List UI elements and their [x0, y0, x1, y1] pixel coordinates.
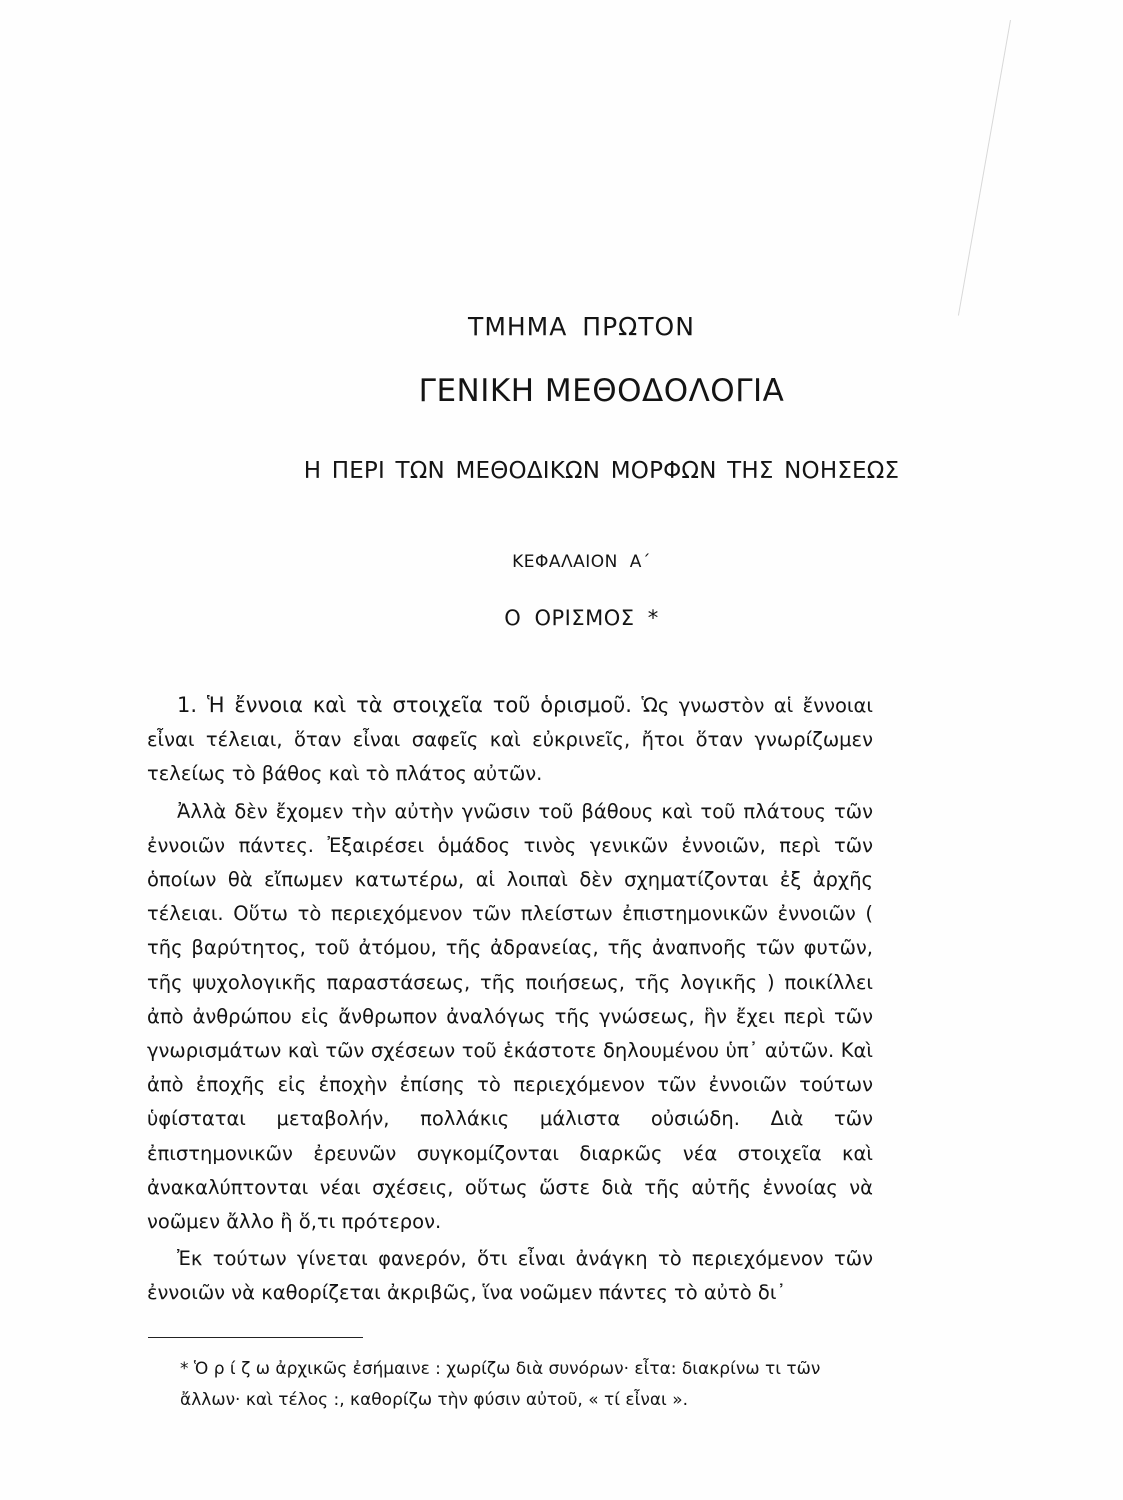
paragraph-2: Ἀλλὰ δὲν ἔχομεν τὴν αὐτὴν γνῶσιν τοῦ βάθους καὶ τοῦ πλάτους τῶν ἐννοιῶν πάντες. Ἐξαιρέσει ὁμάδος τινὸς γενικῶν ἐννοιῶν, περὶ τῶν ὁποίων θὰ εἴπωμεν κατωτέρω, αἱ λοιπαὶ δὲν σχηματίζονται ἐξ ἀρχῆς τέλειαι. Οὕτω τὸ περιεχόμενον τῶν πλείστων ἐπιστημονικῶν ἐννοιῶν ( τῆς βαρύτητος, τοῦ ἀτόμου, τῆς ἀδρανείας, τῆς ἀναπνοῆς τῶν φυτῶν, τῆς ψυχολογικῆς παραστάσεως, τῆς ποιήσεως, τῆς λογικῆς ) ποικίλλει ἀπὸ ἀνθρώπου εἰς ἄνθρωπον ἀναλόγως τῆς γνώσεως, ἣν ἔχει περὶ τῶν γνωρισμάτων καὶ τῶν σχέσεων τοῦ ἑκάστοτε δηλουμένου ὑπ᾽ αὐτῶν. Καὶ ἀπὸ ἐποχῆς εἰς ἐποχὴν ἐπίσης τὸ περιεχόμενον τῶν ἐννοιῶν τούτων ὑφίσταται μεταβολήν, πολλάκις μάλιστα οὐσιώδη. Διὰ τῶν ἐπιστημονικῶν ἐρευνῶν συγκομίζονται διαρκῶς νέα στοιχεῖα καὶ ἀνακαλύπτονται νέαι σχέσεις, οὕτως ὥστε διὰ τῆς αὐτῆς ἐννοίας νὰ νοῶμεν ἄλλο ἢ ὅ,τι πρότερον. — [147, 799, 873, 1234]
footnote-line-2: ἄλλων· καὶ τέλος :, καθορίζω τὴν φύσιν αὐτοῦ, « τί εἶναι ». — [180, 1390, 689, 1410]
chapter-label: ΚΕΦΑΛΑΙΟΝ Α΄ — [512, 552, 651, 572]
paragraph-1 — [147, 688, 873, 792]
paragraph-1-lead: 1. Ἡ ἔννοια καὶ τὰ στοιχεῖα τοῦ ὁρισμοῦ. — [177, 693, 632, 717]
page-fold-line — [958, 20, 1011, 316]
section-heading: ΤΜΗΜΑ ΠΡΩΤΟΝ — [468, 312, 695, 341]
footnote-rule — [148, 1337, 363, 1338]
footnote-line-1: * Ὁ ρ ί ζ ω ἀρχικῶς ἐσήμαινε : χωρίζω διὰ συνόρων· εἶτα: διακρίνω τι τῶν — [180, 1359, 821, 1379]
footnote — [180, 1354, 880, 1416]
chapter-title: Ο ΟΡΙΣΜΟΣ * — [504, 606, 659, 630]
paragraph-3: Ἐκ τούτων γίνεται φανερόν, ὅτι εἶναι ἀνάγκη τὸ περιεχόμενον τῶν ἐννοιῶν νὰ καθορίζεται ἀκριβῶς, ἵνα νοῶμεν πάντες τὸ αὐτὸ δι᾽ — [147, 1247, 873, 1305]
main-title: ΓΕΝΙΚΗ ΜΕΘΟΔΟΛΟΓΙΑ — [418, 373, 785, 409]
paragraph-1-text: Ὡς γνωστὸν αἱ ἔννοιαι εἶναι τέλειαι, ὅταν εἶναι σαφεῖς καὶ εὐκρινεῖς, ἤτοι ὅταν γνωρίζωμεν τελείως τὸ βάθος καὶ τὸ πλάτος αὐτῶν. — [147, 694, 873, 786]
body-text — [147, 688, 873, 1311]
subtitle: Η ΠΕΡΙ ΤΩΝ ΜΕΘΟΔΙΚΩΝ ΜΟΡΦΩΝ ΤΗΣ ΝΟΗΣΕΩΣ — [303, 458, 900, 484]
